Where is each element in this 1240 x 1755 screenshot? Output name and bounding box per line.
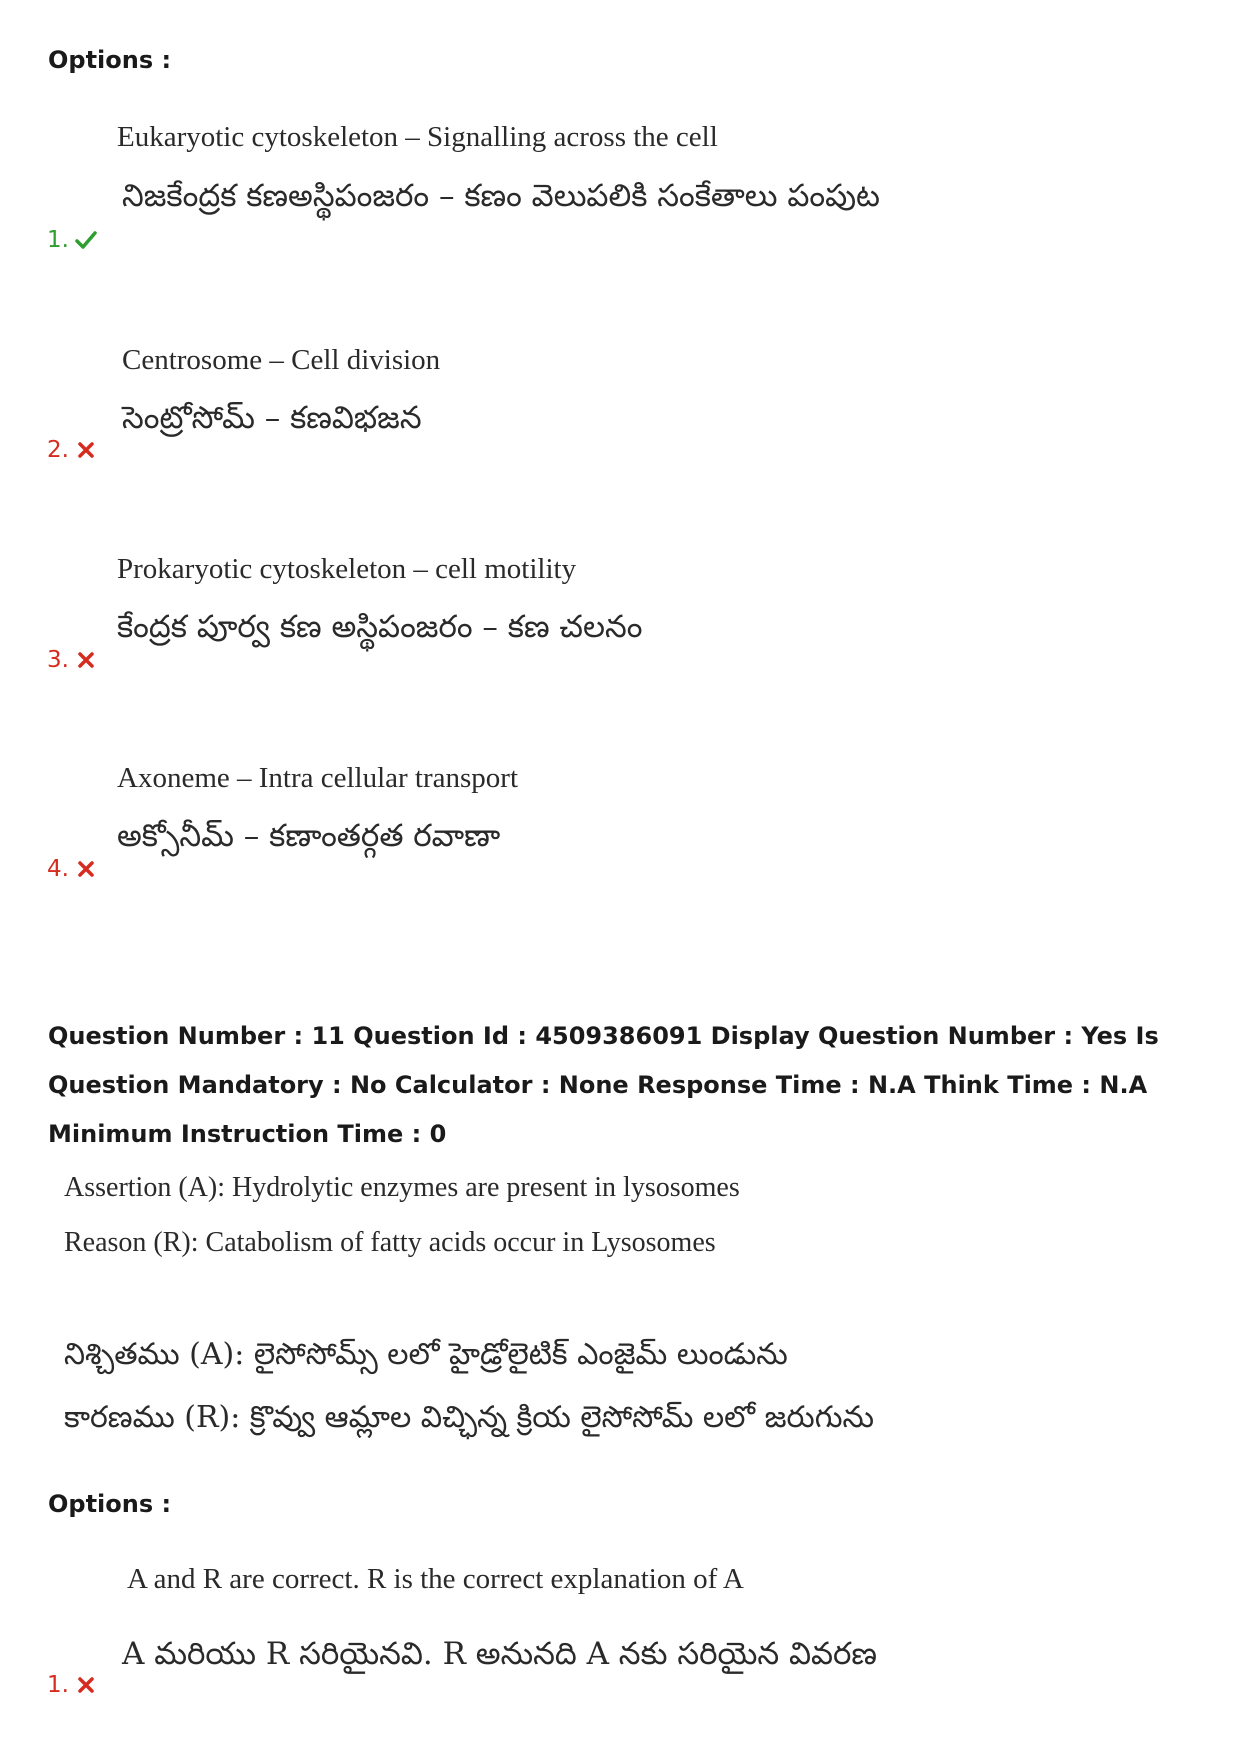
options-heading-2: Options : [48, 1490, 172, 1518]
option-4-number [47, 856, 97, 882]
question-meta: Question Number : 11 Question Id : 4509386091 Display Question Number : Yes Is Question Mandatory : No Calculator : None Response Time : N.A Think Time : N.A Minimum Instruction Time : 0 [48, 1022, 1159, 1148]
option-1-number [47, 227, 97, 253]
cross-icon [75, 858, 97, 880]
option-3-text-te: కేంద్రక పూర్వ కణ అస్థిపంజరం – కణ చలనం [117, 609, 643, 645]
cross-icon [75, 1674, 97, 1696]
option-4-text-en: Axoneme – Intra cellular transport [117, 762, 519, 794]
option-1-text-te: నిజకేంద్రక కణఅస్థిపంజరం – కణం వెలుపలికి సంకేతాలు పంపుట [122, 178, 880, 214]
option-4-text-te: అక్సోనీమ్ – కణాంతర్గత రవాణా [117, 818, 501, 854]
option-1-number-label-q11: 1. [47, 1672, 69, 1698]
option-2-text-en: Centrosome – Cell division [122, 344, 441, 376]
option-1-text-te-q11: A మరియు R సరియైనవి. R అనునది A నకు సరియైన వివరణ [122, 1636, 878, 1672]
option-1-number-label: 1. [47, 227, 69, 253]
option-2-number [47, 437, 97, 463]
option-3-text-en: Prokaryotic cytoskeleton – cell motility [117, 553, 577, 585]
cross-icon [75, 649, 97, 671]
option-3-number [47, 647, 97, 673]
option-3-number-label: 3. [47, 647, 69, 673]
assertion-te: నిశ్చితము (A): లైసోసోమ్స్ లలో హైడ్రోలైటిక్ ఎంజైమ్ లుండును [64, 1337, 788, 1372]
reason-en: Reason (R): Catabolism of fatty acids occur in Lysosomes [64, 1227, 716, 1258]
option-2-number-label: 2. [47, 437, 69, 463]
assertion-en: Assertion (A): Hydrolytic enzymes are present in lysosomes [64, 1172, 740, 1203]
reason-te: కారణము (R): క్రొవ్వు ఆమ్లాల విచ్ఛిన్న క్రియ లైసోసోమ్ లలో జరుగును [64, 1400, 875, 1435]
option-1-text-en: Eukaryotic cytoskeleton – Signalling across the cell [117, 121, 718, 153]
cross-icon [75, 439, 97, 461]
option-1-number-q11 [47, 1672, 97, 1698]
check-icon [75, 229, 97, 251]
option-1-text-en-q11: A and R are correct. R is the correct explanation of A [127, 1563, 744, 1595]
option-2-text-te: సెంట్రోసోమ్ – కణవిభజన [122, 400, 422, 436]
options-heading: Options : [48, 46, 172, 74]
option-4-number-label: 4. [47, 856, 69, 882]
